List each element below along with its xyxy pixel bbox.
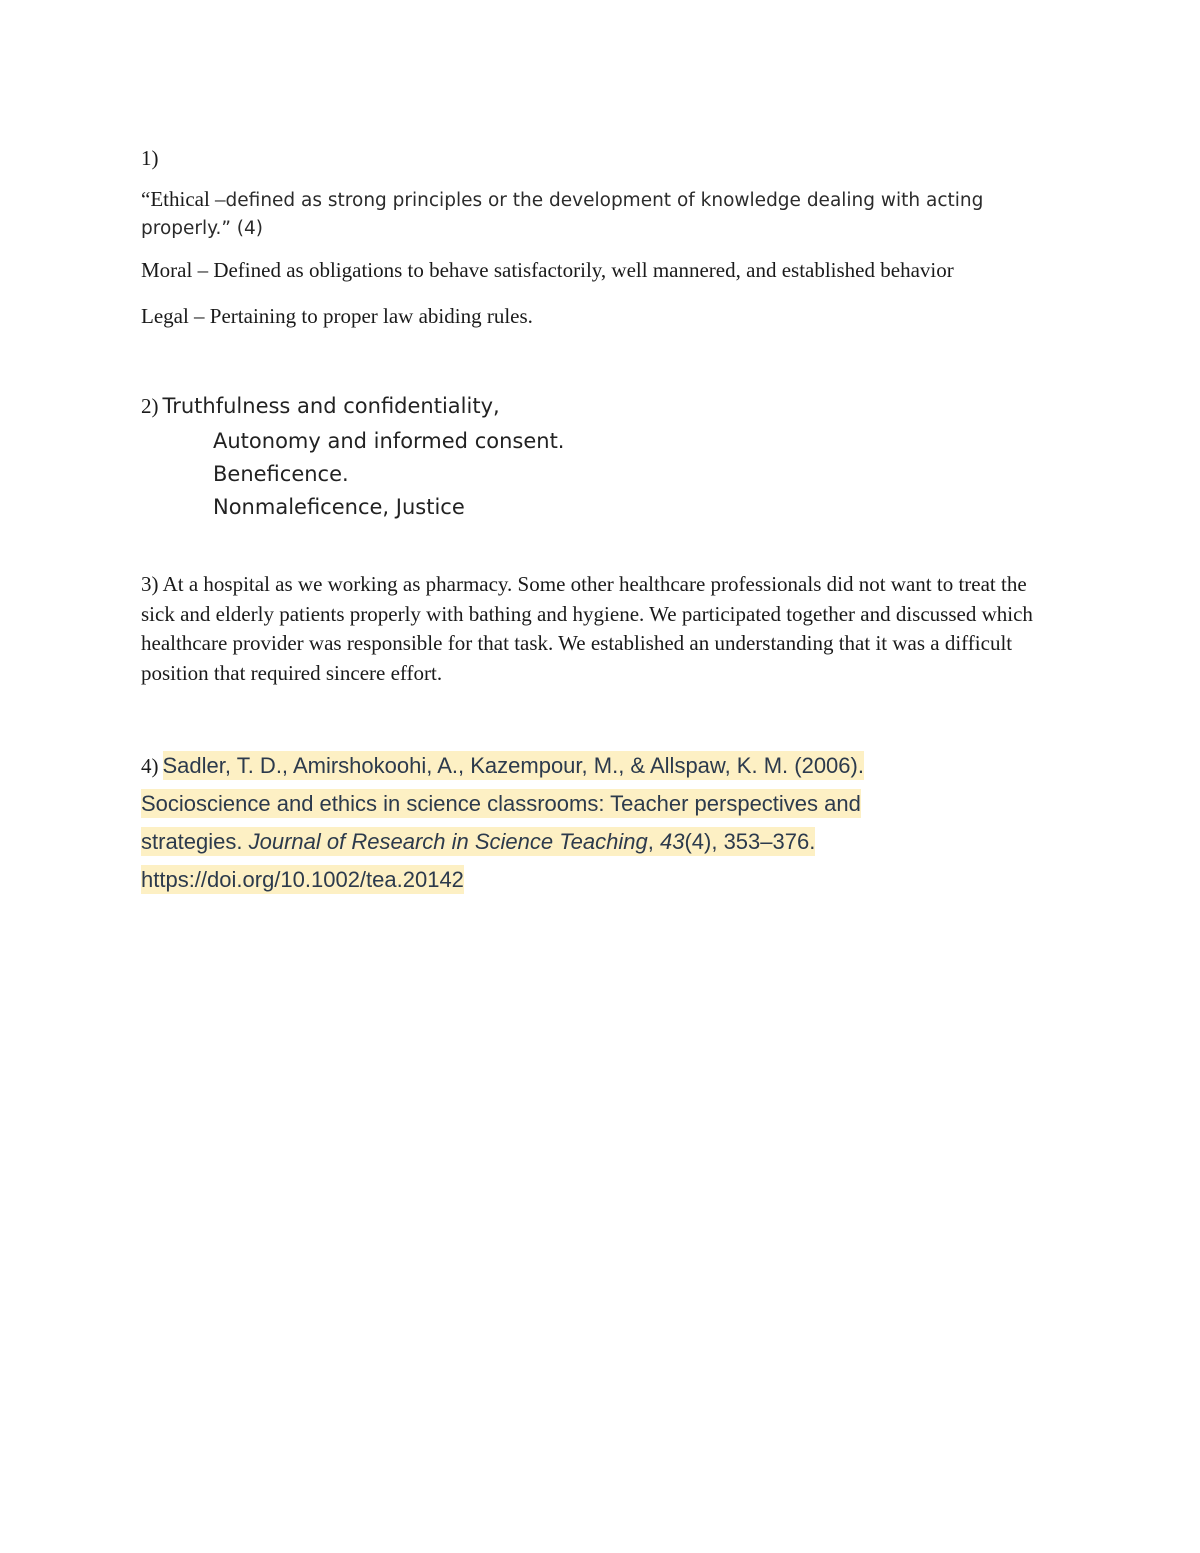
moral-definition: Moral – Defined as obligations to behave satisfactorily, well mannered, and established behavior [141, 258, 954, 282]
highlighted-citation [141, 751, 864, 894]
principle-item: Truthfulness and confidentiality, [162, 394, 500, 418]
legal-definition: Legal – Pertaining to proper law abiding rules. [141, 304, 533, 328]
principle-item: Autonomy and informed consent. [213, 429, 565, 453]
section-2-number: 2) [141, 394, 159, 418]
section-3-text: At a hospital as we working as pharmacy. Some other healthcare professionals did not want to treat the sick and elderly patients properly with bathing and hygiene. We participated together and discussed which healthcare provider was responsible for that task. We established an understanding that it was a difficult position that required sincere effort. [141, 572, 1033, 685]
ethical-definition [141, 186, 1041, 242]
ethical-definition-text: defined as strong principles or the development of knowledge dealing with acting properly.” (4) [141, 190, 984, 239]
citation-doi-link[interactable]: https://doi.org/10.1002/tea.20142 [141, 867, 464, 892]
section-3-paragraph [141, 570, 1056, 688]
citation-issue-pages: (4), 353–376. [684, 829, 816, 854]
citation-comma: , [647, 829, 654, 854]
section-3-number: 3) [141, 572, 159, 596]
citation-volume: 43 [659, 829, 685, 854]
citation-journal: Journal of Research in Science Teaching [248, 829, 648, 854]
principle-item: Beneficence. [213, 462, 349, 486]
section-4-number: 4) [141, 754, 159, 778]
section-1-number: 1) [141, 146, 159, 170]
section-2-principles [141, 390, 1061, 524]
ethical-term: “Ethical – [141, 187, 226, 211]
principle-item: Nonmaleficence, Justice [213, 495, 465, 519]
citation-authors-title: Sadler, T. D., Amirshokoohi, A., Kazempour, M., & Allspaw, K. M. (2006). Socioscience and ethics in science classrooms: Teacher perspectives and strategies. [141, 753, 864, 854]
section-4-citation [141, 748, 941, 900]
